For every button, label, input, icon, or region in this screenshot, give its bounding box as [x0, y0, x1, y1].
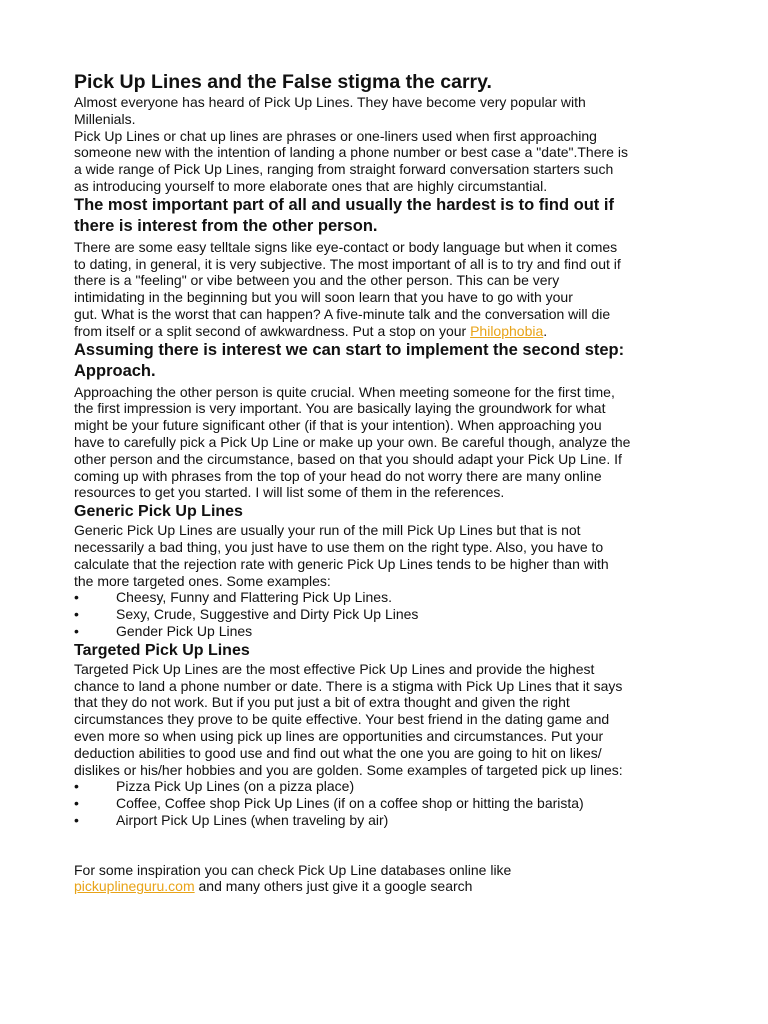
- targeted-body: Targeted Pick Up Lines are the most effective Pick Up Lines and provide the highest chance to land a phone number or date. There is a stigma with Pick Up Lines that it says that they do not work. But if you put just a bit of extra thought and given the right circumstances they prove to be quite effective. Your best friend in the dating game and even more so when using pick up lines are opportunities and circumstances. Put your deduction abilities to good use and find out what the one you are going to hit on likes/ dislikes or his/her hobbies and you are golden. Some examples of targeted pick up lines:: [74, 660, 623, 778]
- section-heading-interest: The most important part of all and usually the hardest is to find out if there is interest from the other person.: [74, 195, 614, 235]
- bullet: •: [74, 811, 79, 828]
- philophobia-link[interactable]: Philophobia: [470, 322, 544, 339]
- closing-paragraph: [74, 862, 699, 896]
- interest-text: There are some easy telltale signs like eye-contact or body language but when it comes to dating, in general, it is very subjective. The most important of all is to try and find out if there is a "feeling" or vibe between you and the other person. This can be very intimidating in the beginning but you will soon learn that you have to go with your gut. What is the worst that can happen? A five-minute talk and the conversation will die from itself or a split second of awkwardness. Put a stop on your: [74, 238, 621, 339]
- generic-list: [74, 589, 699, 639]
- interest-text-end: .: [543, 322, 548, 339]
- page-title: Pick Up Lines and the False stigma the carry.: [74, 71, 492, 93]
- closing-text-end: and many others just give it a google search: [194, 878, 473, 895]
- intro-paragraph-2: Pick Up Lines or chat up lines are phrases or one-liners used when first approaching someone new with the intention of landing a phone number or best case a "date".There is a wide range of Pick Up Lines, ranging from straight forward conversation starters such as introducing yourself to more elaborate ones that are highly circumstantial.: [74, 127, 628, 194]
- list-item: • Gender Pick Up Lines: [74, 622, 253, 639]
- generic-heading: Generic Pick Up Lines: [74, 503, 243, 521]
- list-item: • Airport Pick Up Lines (when traveling by air): [74, 811, 389, 828]
- targeted-list: [74, 778, 699, 828]
- targeted-heading: Targeted Pick Up Lines: [74, 641, 250, 659]
- bullet: •: [74, 622, 79, 639]
- closing-text: For some inspiration you can check Pick Up Line databases online like: [74, 861, 512, 878]
- section-heading-approach: Assuming there is interest we can start to implement the second step: Approach.: [74, 340, 625, 380]
- document-page: [74, 70, 699, 895]
- bullet: •: [74, 795, 79, 812]
- list-item: • Cheesy, Funny and Flattering Pick Up Lines.: [74, 589, 392, 606]
- pickuplineguru-link[interactable]: pickuplineguru.com: [74, 878, 195, 895]
- list-item: • Sexy, Crude, Suggestive and Dirty Pick Up Lines: [74, 606, 419, 623]
- list-item: • Pizza Pick Up Lines (on a pizza place): [74, 778, 355, 795]
- bullet: •: [74, 606, 79, 623]
- section-body-approach: Approaching the other person is quite crucial. When meeting someone for the first time, the first impression is very important. You are basically laying the groundwork for what might be your future significant other (if that is your intention). When approaching you have to carefully pick a Pick Up Line or make up your own. Be careful though, analyze the other person and the circumstance, based on that you should adapt your Pick Up Line. If coming up with phrases from the top of your head do not worry there are many online resources to get you started. I will list some of them in the references.: [74, 383, 631, 501]
- intro-paragraph-1: Almost everyone has heard of Pick Up Lines. They have become very popular with Millenials.: [74, 94, 586, 127]
- list-item: • Coffee, Coffee shop Pick Up Lines (if on a coffee shop or hitting the barista): [74, 795, 584, 812]
- section-body-interest: [74, 239, 699, 340]
- bullet: •: [74, 589, 79, 606]
- bullet: •: [74, 778, 79, 795]
- generic-body: Generic Pick Up Lines are usually your run of the mill Pick Up Lines but that is not necessarily a bad thing, you just have to use them on the right type. Also, you have to calculate that the rejection rate with generic Pick Up Lines tends to be higher than with the more targeted ones. Some examples:: [74, 522, 609, 589]
